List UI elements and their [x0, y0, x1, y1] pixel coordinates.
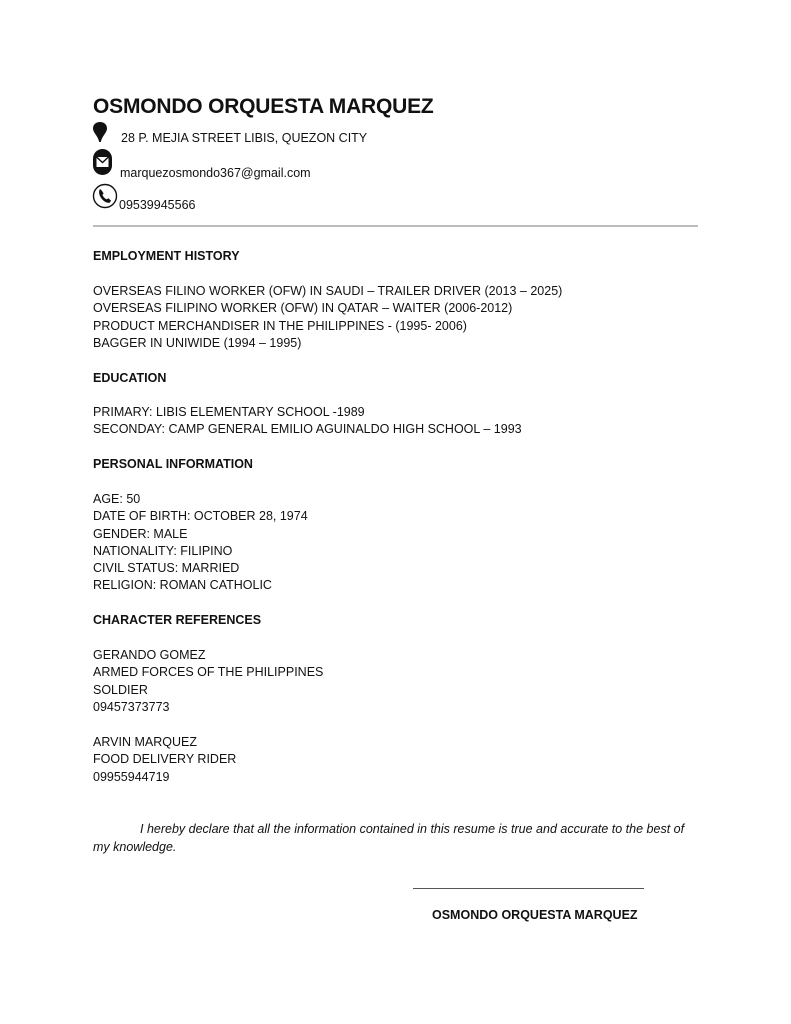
personal-info-item: NATIONALITY: FILIPINO	[93, 543, 233, 558]
reference-occupation: SOLDIER	[93, 682, 148, 697]
employment-item: OVERSEAS FILIPINO WORKER (OFW) IN QATAR – WAITER (2006-2012)	[93, 301, 513, 316]
personal-info-item: AGE: 50	[93, 492, 141, 506]
education-heading: EDUCATION	[93, 371, 167, 385]
phone-icon	[92, 182, 120, 210]
reference-phone: 09955944719	[93, 769, 170, 784]
signature-line	[413, 888, 644, 889]
personal-info-item: DATE OF BIRTH: OCTOBER 28, 1974	[93, 509, 308, 524]
reference-1	[93, 647, 323, 716]
declaration-text: I hereby declare that all the information contained in this resume is true and accurate to the best of my knowledge.	[93, 822, 685, 854]
signature-name: OSMONDO ORQUESTA MARQUEZ	[432, 908, 638, 922]
reference-2	[93, 734, 236, 786]
header-divider	[93, 225, 698, 227]
personal-info-item: RELIGION: ROMAN CATHOLIC	[93, 578, 272, 593]
reference-name: GERANDO GOMEZ	[93, 648, 206, 662]
location-pin-icon	[92, 121, 108, 143]
education-list	[93, 404, 522, 439]
phone-row	[92, 182, 392, 212]
reference-phone: 09457373773	[93, 699, 170, 714]
education-item: SECONDAY: CAMP GENERAL EMILIO AGUINALDO HIGH SCHOOL – 1993	[93, 422, 522, 437]
employment-list	[93, 283, 562, 352]
reference-name: ARVIN MARQUEZ	[93, 735, 197, 749]
reference-occupation: FOOD DELIVERY RIDER	[93, 752, 237, 767]
address-row	[92, 121, 392, 143]
employment-item: OVERSEAS FILINO WORKER (OFW) IN SAUDI – TRAILER DRIVER (2013 – 2025)	[93, 284, 563, 298]
phone-text: 09539945566	[119, 198, 196, 212]
personal-info-item: CIVIL STATUS: MARRIED	[93, 561, 240, 576]
employment-item: PRODUCT MERCHANDISER IN THE PHILIPPINES - (1995- 2006)	[93, 318, 467, 333]
personal-info-item: GENDER: MALE	[93, 526, 188, 541]
reference-organization: ARMED FORCES OF THE PHILIPPINES	[93, 665, 324, 680]
references-heading: CHARACTER REFERENCES	[93, 613, 262, 627]
personal-info-heading: PERSONAL INFORMATION	[93, 457, 253, 471]
envelope-icon	[92, 148, 113, 176]
applicant-name: OSMONDO ORQUESTA MARQUEZ	[93, 95, 434, 118]
education-item: PRIMARY: LIBIS ELEMENTARY SCHOOL -1989	[93, 405, 365, 419]
employment-item: BAGGER IN UNIWIDE (1994 – 1995)	[93, 335, 302, 350]
employment-heading: EMPLOYMENT HISTORY	[93, 249, 240, 263]
email-text: marquezosmondo367@gmail.com	[120, 166, 311, 180]
email-row	[92, 148, 392, 182]
address-text: 28 P. MEJIA STREET LIBIS, QUEZON CITY	[121, 131, 368, 145]
personal-info-list	[93, 491, 308, 595]
